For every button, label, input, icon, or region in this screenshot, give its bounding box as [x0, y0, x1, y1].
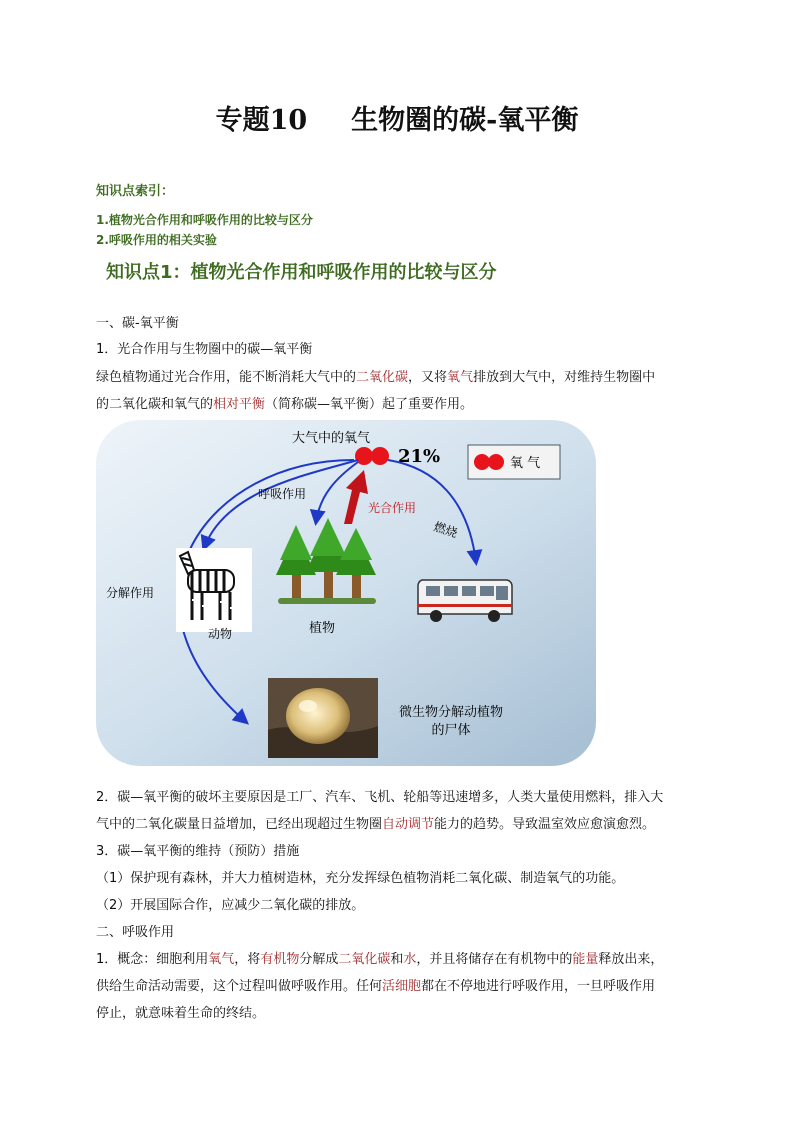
microbe-label-line2: 的尸体	[431, 723, 471, 738]
measure-2: （2）开展国际合作，应减少二氧化碳的排放。	[96, 898, 365, 913]
combustion-label: 燃烧	[432, 519, 460, 541]
section-heading: 一、碳-氧平衡	[96, 316, 179, 331]
carbon-oxygen-cycle-diagram	[96, 420, 596, 766]
oxygen-percent: 21%	[398, 446, 441, 467]
decomposition-label: 分解作用	[106, 586, 155, 600]
photosynthesis-label: 光合作用	[368, 501, 417, 515]
plant-label: 植物	[308, 621, 336, 636]
paragraph-1: 绿色植物通过光合作用，能不断消耗大气中的二氧化碳，又将氧气排放到大气中，对维持生物圈中 的二氧化碳和氧气的相对平衡（简称碳—氧平衡）起了重要作用。	[96, 370, 656, 412]
page-title: 专题10 生物圈的碳-氧平衡	[215, 105, 579, 136]
legend-label: 氧 气	[510, 456, 541, 471]
zebra-icon	[176, 548, 252, 632]
knowledge-point-heading: 知识点1：植物光合作用和呼吸作用的比较与区分	[106, 262, 497, 283]
atmosphere-oxygen-label: 大气中的氧气	[291, 431, 371, 446]
paragraph-3: 1．概念：细胞利用氧气，将有机物分解成二氧化碳和水，并且将储存在有机物中的能量释放出来， 供给生命活动需要，这个过程叫做呼吸作用。任何活细胞都在不停地进行呼吸作用，一旦呼吸作用 停止，就意味着生命的终结。	[96, 952, 664, 1021]
subheading: 3．碳—氧平衡的维持（预防）措施	[96, 844, 300, 859]
index-item: 1.植物光合作用和呼吸作用的比较与区分	[96, 213, 313, 227]
index-heading: 知识点索引：	[96, 184, 175, 199]
respiration-label: 呼吸作用	[258, 487, 307, 501]
section-heading: 二、呼吸作用	[96, 925, 175, 940]
measure-1: （1）保护现有森林，并大力植树造林，充分发挥绿色植物消耗二氧化碳、制造氧气的功能。	[96, 871, 625, 886]
index-item: 2.呼吸作用的相关实验	[96, 233, 217, 247]
animal-label: 动物	[207, 627, 233, 641]
paragraph-2: 2．碳—氧平衡的破坏主要原因是工厂、汽车、飞机、轮船等迅速增多，人类大量使用燃料，排入大 气中的二氧化碳量日益增加，已经出现超过生物圈自动调节能力的趋势。导致温室效应愈演愈烈。	[96, 790, 664, 832]
subheading: 1．光合作用与生物圈中的碳—氧平衡	[96, 342, 313, 357]
microbe-label-line1: 微生物分解动植物	[398, 705, 504, 720]
decomposer-image	[268, 678, 378, 758]
